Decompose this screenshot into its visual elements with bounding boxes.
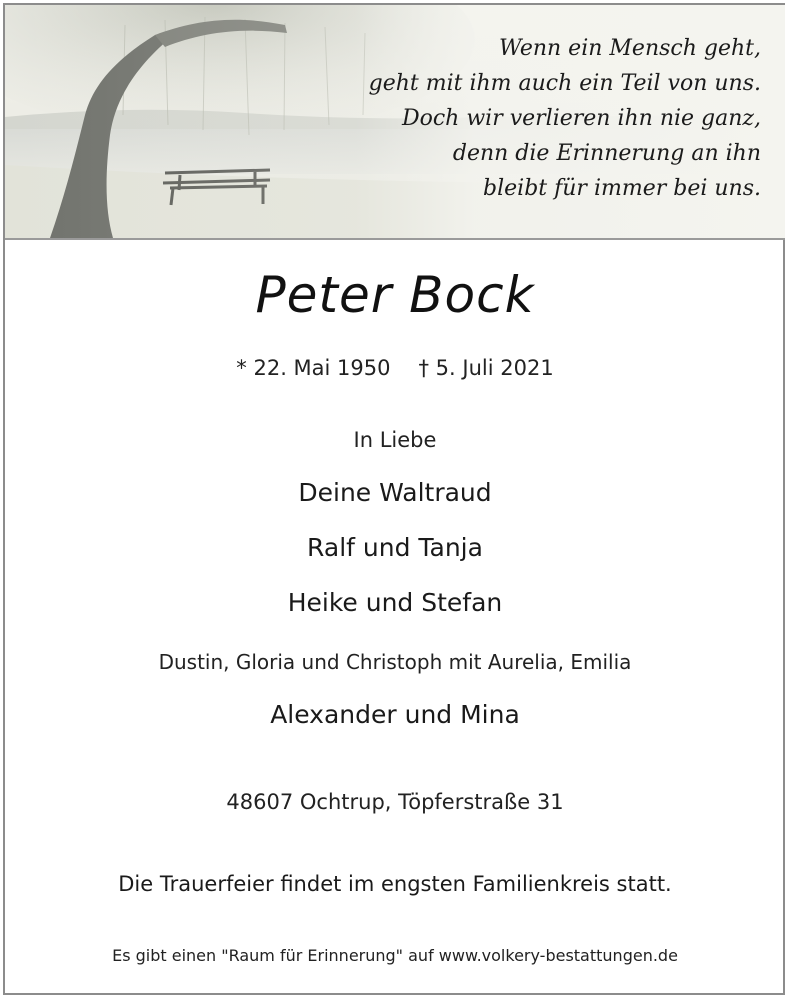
birth-date: * 22. Mai 1950 [236,356,391,380]
header-banner [5,5,785,238]
quote-line: geht mit ihm auch ein Teil von uns. [368,71,761,96]
death-date: † 5. Juli 2021 [418,356,554,380]
quote-line: denn die Erinnerung an ihn [452,141,761,166]
memorial-website-note: Es gibt einen "Raum für Erinnerung" auf www.volkery-bestattungen.de [112,946,678,965]
funeral-service-note: Die Trauerfeier findet im engsten Familienkreis statt. [118,872,672,896]
deceased-name: Peter Bock [255,266,535,324]
mourner-line: Ralf und Tanja [307,533,483,562]
quote-line: Wenn ein Mensch geht, [499,36,761,61]
mourner-line: Dustin, Gloria und Christoph mit Aurelia, Emilia [158,650,632,674]
life-dates [5,356,785,380]
family-address: 48607 Ochtrup, Töpferstraße 31 [226,790,564,814]
header-divider [5,238,785,240]
mourner-line: Heike und Stefan [287,588,503,617]
memorial-quote [301,31,761,206]
quote-line: Doch wir verlieren ihn nie ganz, [401,106,761,131]
mourner-line: Alexander und Mina [270,700,520,729]
mourner-line: Deine Waltraud [298,478,492,507]
mourners-intro: In Liebe [353,428,437,452]
quote-line: bleibt für immer bei uns. [483,176,761,201]
